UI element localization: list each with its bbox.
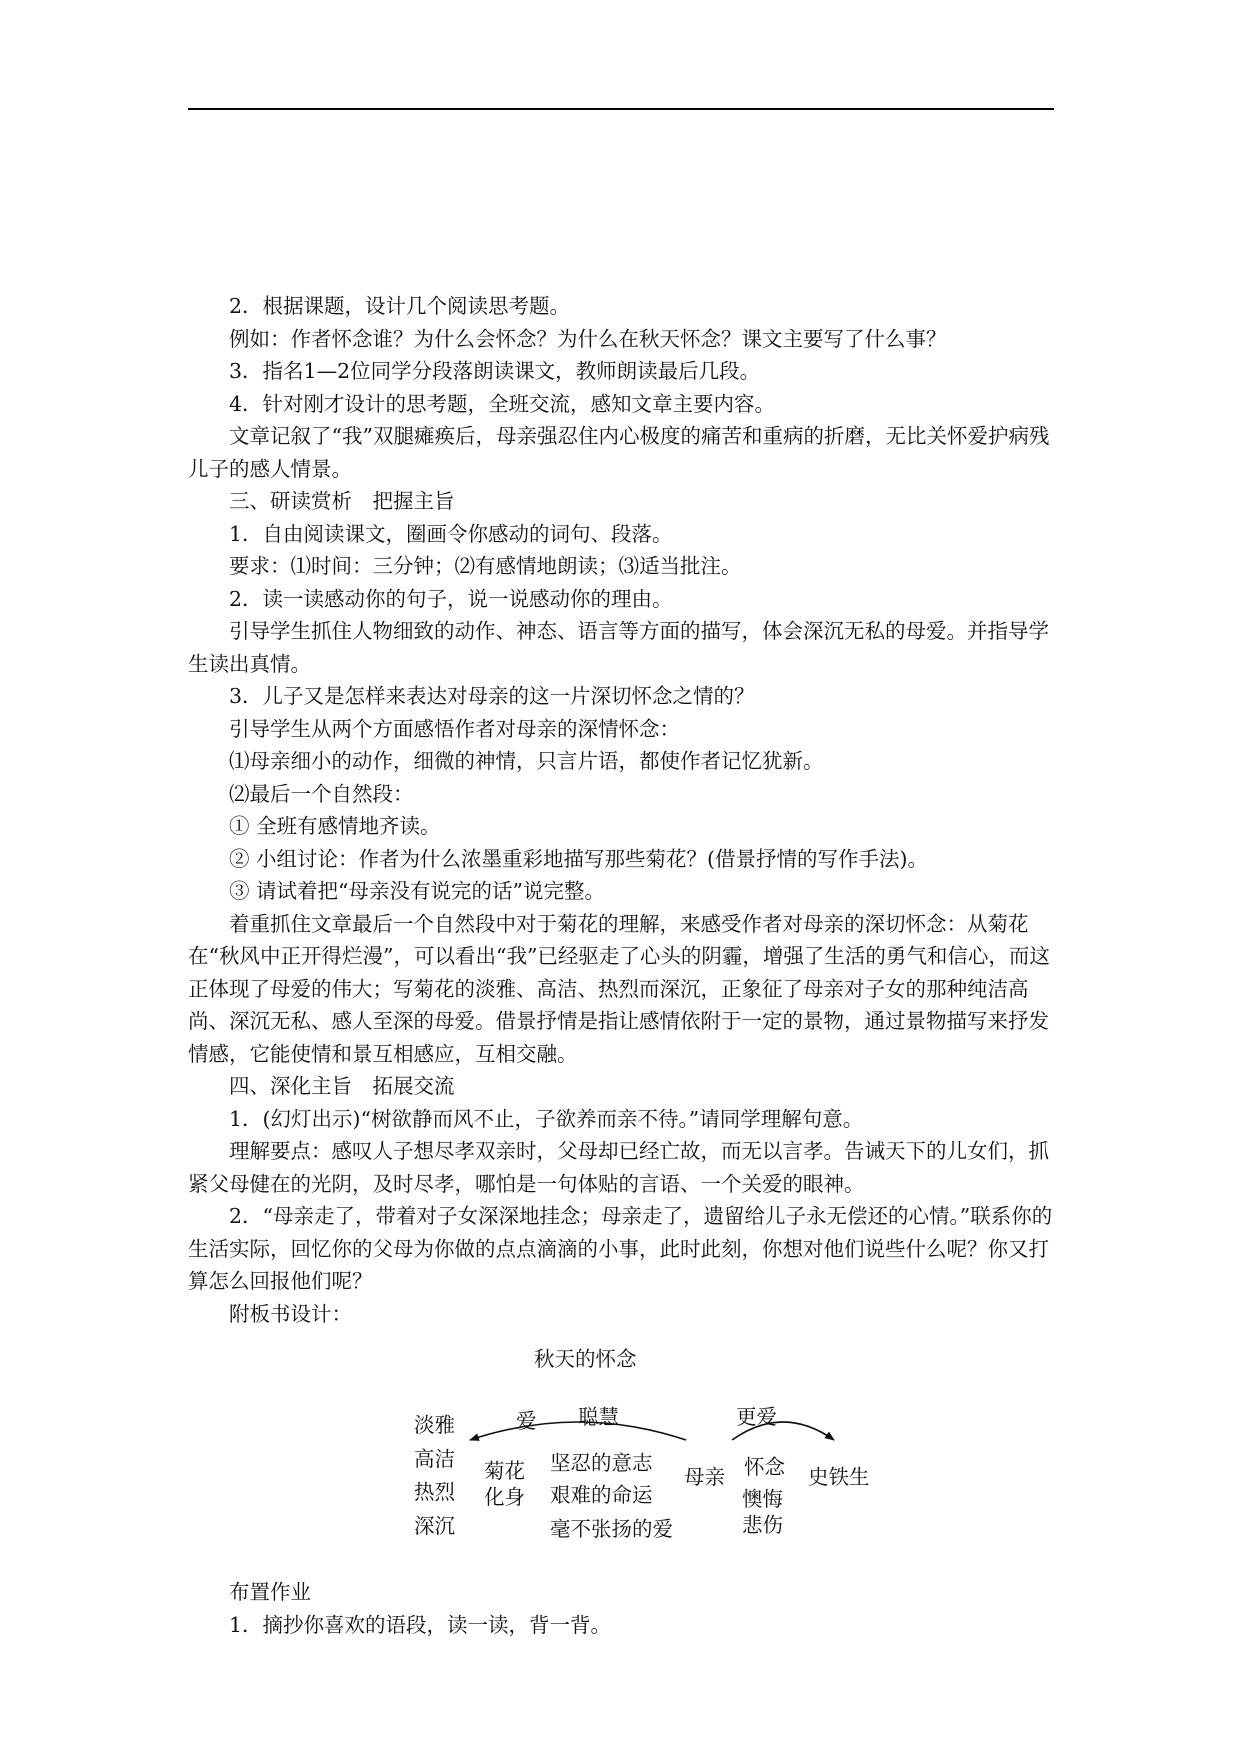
paragraph: 理解要点：感叹人子想尽孝双亲时，父母却已经亡故，而无以言孝。告诫天下的儿女们，抓紧父母健在的光阴，及时尽孝，哪怕是一句体贴的言语、一个关爱的眼神。 xyxy=(188,1139,1049,1196)
arrow-label-more-love: 更爱 xyxy=(736,1405,777,1429)
arrow-label-love: 爱 xyxy=(516,1409,537,1433)
paragraph: 3．儿子又是怎样来表达对母亲的这一片深切怀念之情的？ xyxy=(229,684,755,708)
arrow-label-wisdom: 聪慧 xyxy=(578,1405,619,1429)
paragraph: 引导学生抓住人物细致的动作、神态、语言等方面的描写，体会深沉无私的母爱。并指导学生读出真情。 xyxy=(188,619,1049,676)
paragraph: 例如：作者怀念谁？为什么会怀念？为什么在秋天怀念？课文主要写了什么事？ xyxy=(229,326,947,351)
paragraph: 1．(幻灯出示)“树欲静而风不止，子欲养而亲不待。”请同学理解句意。 xyxy=(229,1106,864,1131)
flower-trait: 深沉 xyxy=(414,1514,455,1538)
son-node: 史铁生 xyxy=(808,1465,870,1489)
paragraph: 着重抓住文章最后一个自然段中对于菊花的理解，来感受作者对母亲的深切怀念：从菊花在“秋风中正开得烂漫”，可以看出“我”已经驱走了心头的阴霾，增强了生活的勇气和信心，而这正体现了母爱的伟大；写菊花的淡雅、高洁、热烈而深沉，正象征了母亲对子女的那种纯洁高尚、深沉无私、感人至深的母爱。借景抒情是指让感情依附于一定的景物，通过景物描写来抒发情感，它能使情和景互相感应，互相交融。 xyxy=(188,911,1050,1066)
paragraph: 1．自由阅读课文，圈画令你感动的词句、段落。 xyxy=(229,521,673,546)
mother-trait: 坚忍的意志 xyxy=(550,1451,653,1475)
paragraph: 2．读一读感动你的句子，说一说感动你的理由。 xyxy=(229,586,673,611)
paragraph: 附板书设计： xyxy=(229,1301,352,1326)
document-body xyxy=(188,290,1054,1641)
mother-trait: 艰难的命运 xyxy=(550,1483,653,1507)
paragraph: ⑴母亲细小的动作，细微的神情，只言片语，都使作者记忆犹新。 xyxy=(229,749,824,773)
mother-node: 母亲 xyxy=(684,1465,725,1489)
son-feeling: 怀念 xyxy=(744,1455,785,1479)
son-feeling: 懊悔 xyxy=(742,1487,783,1511)
paragraph: 3．指名1—2位同学分段落朗读课文，教师朗读最后几段。 xyxy=(229,359,761,383)
paragraph: 2．根据课题，设计几个阅读思考题。 xyxy=(229,294,571,318)
paragraph: 要求：⑴时间：三分钟；⑵有感情地朗读；⑶适当批注。 xyxy=(229,554,742,578)
blackboard-diagram xyxy=(188,1332,1054,1570)
flower-label: 化身 xyxy=(484,1485,525,1509)
flower-trait: 高洁 xyxy=(414,1447,455,1471)
section-heading: 四、深化主旨 拓展交流 xyxy=(229,1074,455,1098)
paragraph: 2．“母亲走了，带着对子女深深地挂念；母亲走了，遗留给儿子永无偿还的心情。”联系你的生活实际，回忆你的父母为你做的点点滴滴的小事，此时此刻，你想对他们说些什么呢？你又打算怎么回报他们呢？ xyxy=(188,1204,1053,1293)
paragraph: ① 全班有感情地齐读。 xyxy=(229,814,441,838)
paragraph: ⑵最后一个自然段： xyxy=(229,781,414,806)
flower-trait: 热烈 xyxy=(414,1480,455,1504)
diagram-title: 秋天的怀念 xyxy=(534,1347,637,1371)
header-rule xyxy=(188,108,1054,110)
paragraph: 1．摘抄你喜欢的语段，读一读，背一背。 xyxy=(229,1612,612,1637)
son-feeling: 悲伤 xyxy=(742,1513,783,1537)
flower-label: 菊花 xyxy=(484,1459,525,1483)
paragraph: 引导学生从两个方面感悟作者对母亲的深情怀念： xyxy=(229,716,680,741)
section-heading: 布置作业 xyxy=(229,1580,311,1604)
section-heading: 三、研读赏析 把握主旨 xyxy=(229,489,455,513)
paragraph: ③ 请试着把“母亲没有说完的话”说完整。 xyxy=(229,879,605,903)
mother-trait: 毫不张扬的爱 xyxy=(550,1517,673,1541)
paragraph: 4．针对刚才设计的思考题，全班交流，感知文章主要内容。 xyxy=(229,391,776,416)
flower-trait: 淡雅 xyxy=(414,1413,455,1437)
paragraph: 文章记叙了“我”双腿瘫痪后，母亲强忍住内心极度的痛苦和重病的折磨，无比关怀爱护病残儿子的感人情景。 xyxy=(188,424,1050,481)
paragraph: ② 小组讨论：作者为什么浓墨重彩地描写那些菊花？(借景抒情的写作手法)。 xyxy=(229,846,929,871)
